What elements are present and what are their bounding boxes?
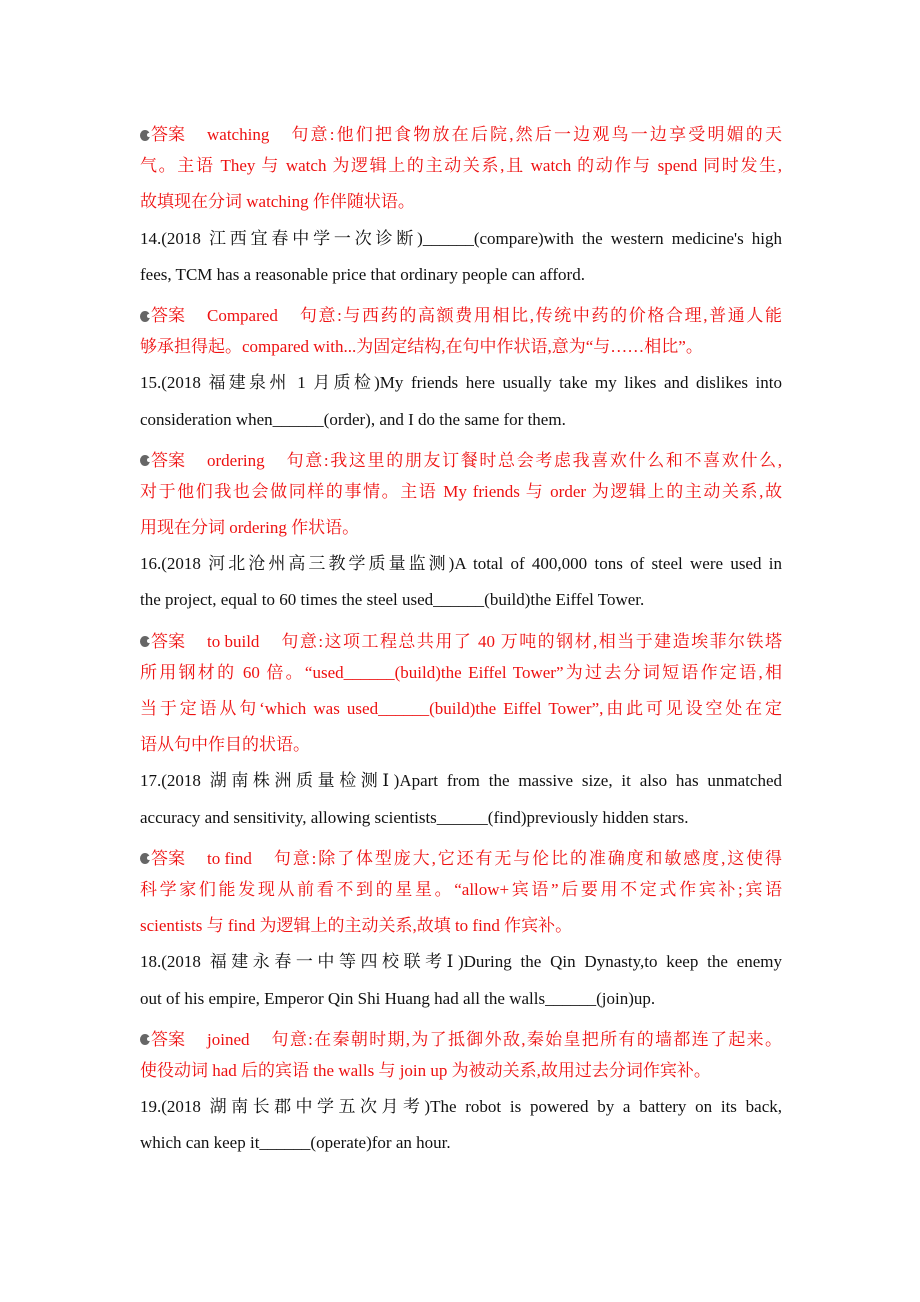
answer-block [140, 117, 782, 226]
answer-word: to find [207, 848, 252, 868]
explanation-text: 句意:与西药的高额费用相比,传统中药的价格合理,普通人能 [299, 306, 782, 326]
answer-block [140, 841, 782, 950]
answer-label: 答案 [151, 306, 185, 326]
explanation-line: 当于定语从句‘which was used______(build)the Eiffel Tower”,由此可见设空处在定 [140, 699, 782, 718]
answer-block [140, 443, 782, 552]
answer-word: joined [207, 1029, 250, 1049]
answer-block [140, 624, 782, 769]
explanation-line: scientists 与 find 为逻辑上的主动关系,故填 to find 作宾补。 [140, 916, 573, 936]
explanation-text: 句意:这项工程总共用了 40 万吨的钢材,相当于建造埃菲尔铁塔 [281, 631, 782, 651]
answer-word: to build [207, 631, 260, 651]
explanation-text: 句意:在秦朝时期,为了抵御外敌,秦始皇把所有的墙都连了起来。 [271, 1029, 782, 1049]
answer-first-line [140, 624, 782, 660]
answer-first-line [140, 117, 782, 153]
explanation-line: 故填现在分词 watching 作伴随状语。 [140, 192, 415, 212]
answer-icon [140, 455, 150, 466]
explanation-line: 所用钢材的 60 倍。“used______(build)the Eiffel Tower”为过去分词短语作定语,相 [140, 662, 782, 682]
question-line: 19.(2018 湖南长郡中学五次月考)The robot is powered by a battery on its back, [140, 1097, 782, 1117]
question-line: the project, equal to 60 times the steel used______(build)the Eiffel Tower. [140, 590, 645, 610]
answer-label: 答案 [151, 631, 185, 651]
question-block [140, 226, 782, 298]
question-line: 15.(2018 福建泉州 1 月质检)My friends here usually take my likes and dislikes into [140, 373, 782, 393]
question-line: fees, TCM has a reasonable price that ordinary people can afford. [140, 264, 585, 284]
explanation-line: 语从句中作目的状语。 [140, 735, 310, 755]
answer-first-line [140, 298, 782, 334]
answer-icon [140, 130, 150, 141]
question-block [140, 1094, 782, 1166]
answer-label: 答案 [151, 450, 185, 470]
explanation-line: 对于他们我也会做同样的事情。主语 My friends 与 order 为逻辑上的主动关系,故 [140, 481, 782, 501]
question-line: 16.(2018 河北沧州高三教学质量监测)A total of 400,000 tons of steel were used in [140, 554, 782, 574]
answer-label: 答案 [151, 1029, 185, 1049]
explanation-line: 使役动词 had 后的宾语 the walls 与 join up 为被动关系,故用过去分词作宾补。 [140, 1060, 711, 1080]
answer-first-line [140, 841, 782, 877]
question-line: out of his empire, Emperor Qin Shi Huang had all the walls______(join)up. [140, 988, 656, 1008]
answer-word: watching [207, 125, 270, 145]
question-block [140, 370, 782, 442]
answer-block [140, 1022, 782, 1094]
explanation-line: 气。主语 They 与 watch 为逻辑上的主动关系,且 watch 的动作与 spend 同时发生, [140, 156, 782, 176]
question-block [140, 949, 782, 1021]
question-line: 18.(2018 福建永春一中等四校联考Ⅰ)During the Qin Dynasty,to keep the enemy [140, 952, 782, 972]
answer-label: 答案 [151, 125, 185, 145]
question-line: accuracy and sensitivity, allowing scientists______(find)previously hidden stars. [140, 807, 689, 827]
question-line: consideration when______(order), and I do the same for them. [140, 409, 566, 429]
answer-first-line [140, 443, 782, 479]
explanation-text: 句意:他们把食物放在后院,然后一边观鸟一边享受明媚的天 [291, 125, 782, 145]
question-line: 14.(2018 江西宜春中学一次诊断)______(compare)with the western medicine's high [140, 228, 782, 248]
explanation-line: 够承担得起。compared with...为固定结构,在句中作状语,意为“与……相比”。 [140, 337, 703, 357]
answer-first-line [140, 1022, 782, 1058]
explanation-line: 科学家们能发现从前看不到的星星。“allow+宾语”后要用不定式作宾补;宾语 [140, 879, 782, 899]
answer-icon [140, 1034, 150, 1045]
document-body [140, 117, 782, 1166]
answer-word: Compared [207, 306, 278, 326]
answer-word: ordering [207, 450, 265, 470]
explanation-line: 用现在分词 ordering 作状语。 [140, 518, 360, 538]
question-line: 17.(2018 湖南株洲质量检测Ⅰ)Apart from the massive size, it also has unmatched [140, 771, 782, 791]
answer-icon [140, 311, 150, 322]
explanation-text: 句意:除了体型庞大,它还有无与伦比的准确度和敏感度,这使得 [273, 848, 782, 868]
explanation-text: 句意:我这里的朋友订餐时总会考虑我喜欢什么和不喜欢什么, [286, 450, 782, 470]
question-block [140, 551, 782, 623]
answer-block [140, 298, 782, 370]
answer-icon [140, 853, 150, 864]
answer-icon [140, 636, 150, 647]
question-line: which can keep it______(operate)for an hour. [140, 1133, 451, 1153]
question-block [140, 768, 782, 840]
answer-label: 答案 [151, 848, 185, 868]
